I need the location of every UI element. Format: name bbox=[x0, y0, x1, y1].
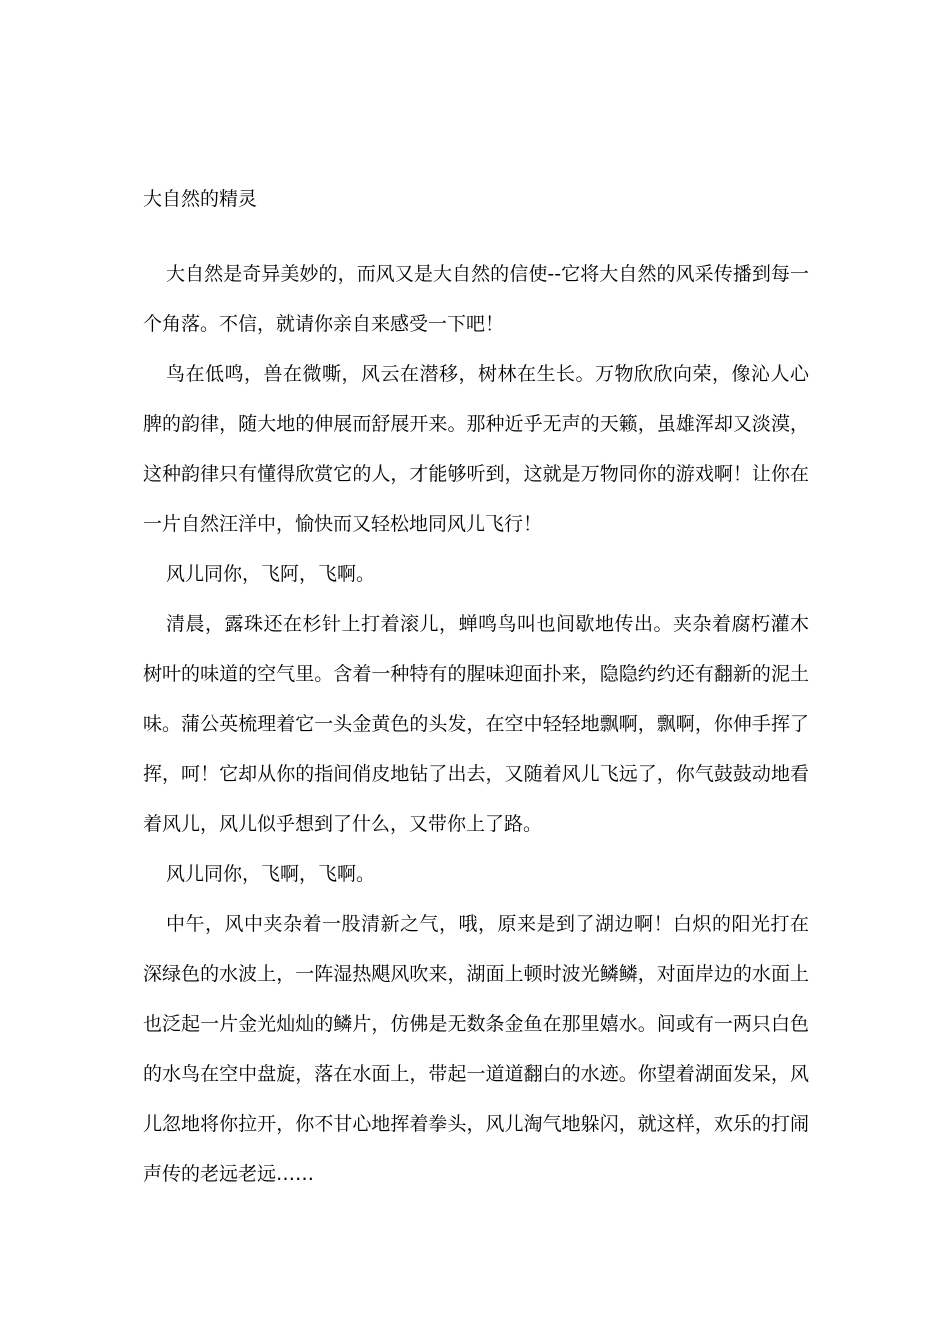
document-body bbox=[143, 249, 809, 1199]
paragraph-1: 大自然是奇异美妙的，而风又是大自然的信使--它将大自然的风采传播到每一个角落。不信，就请你亲自来感受一下吧！ bbox=[143, 263, 809, 335]
paragraph-2: 鸟在低鸣，兽在微嘶，风云在潜移，树林在生长。万物欣欣向荣，像沁人心脾的韵律，随大地的伸展而舒展开来。那种近乎无声的天籁，虽雄浑却又淡漠，这种韵律只有懂得欣赏它的人，才能够听到，这就是万物同你的游戏啊！让你在一片自然汪洋中，愉快而又轻松地同风儿飞行！ bbox=[143, 363, 809, 535]
paragraph-5: 风儿同你，飞啊，飞啊。 bbox=[166, 863, 376, 885]
paragraph-4: 清晨，露珠还在杉针上打着滚儿，蝉鸣鸟叫也间歇地传出。夹杂着腐朽灌木树叶的味道的空气里。含着一种特有的腥味迎面扑来，隐隐约约还有翻新的泥土味。蒲公英梳理着它一头金黄色的头发，在空中轻轻地飘啊，飘啊，你伸手挥了挥，呵！它却从你的指间俏皮地钻了出去，又随着风儿飞远了，你气鼓鼓动地看着风儿，风儿似乎想到了什么，又带你上了路。 bbox=[143, 613, 809, 835]
paragraph-3: 风儿同你，飞阿，飞啊。 bbox=[166, 563, 376, 585]
paragraph-6: 中午，风中夹杂着一股清新之气，哦，原来是到了湖边啊！白炽的阳光打在深绿色的水波上，一阵湿热飓风吹来，湖面上顿时波光鳞鳞，对面岸边的水面上也泛起一片金光灿灿的鳞片，仿佛是无数条金鱼在那里嬉水。间或有一两只白色的水鸟在空中盘旋，落在水面上，带起一道道翻白的水迹。你望着湖面发呆，风儿忽地将你拉开，你不甘心地挥着拳头，风儿淘气地躲闪，就这样，欢乐的打闹声传的老远老远…… bbox=[143, 913, 809, 1185]
document-title: 大自然的精灵 bbox=[143, 188, 258, 210]
